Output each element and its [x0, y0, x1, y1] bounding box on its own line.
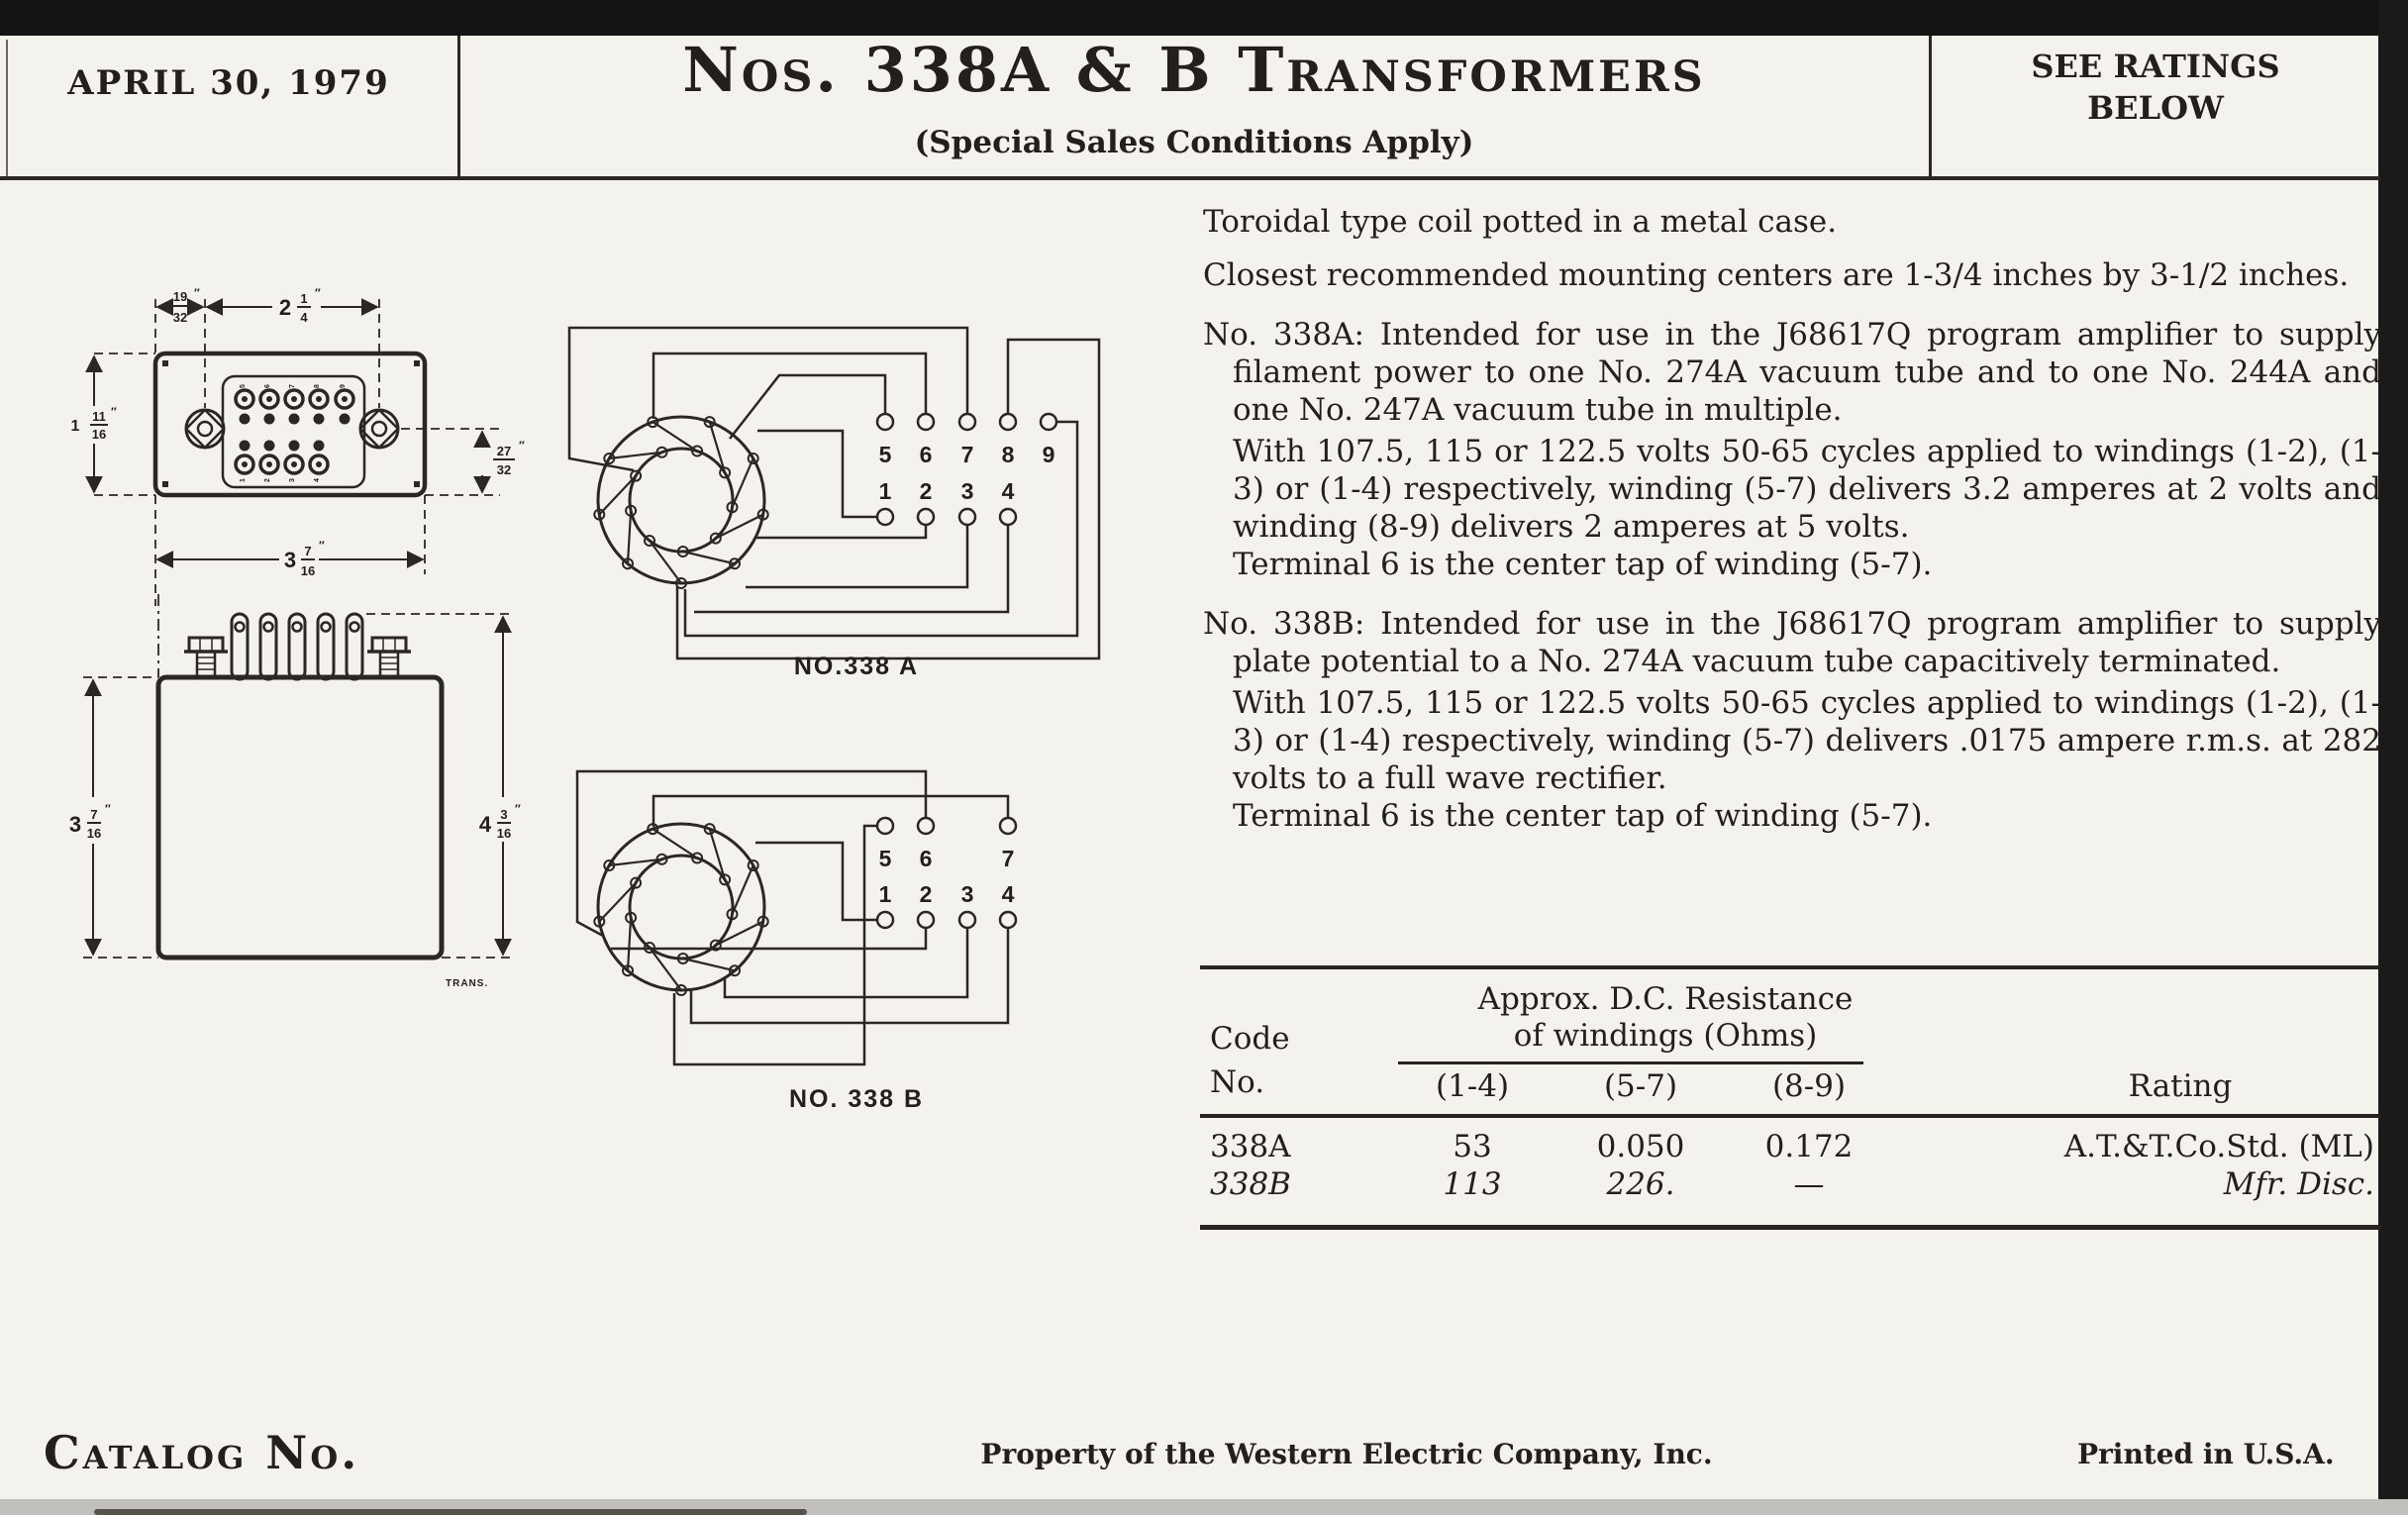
terminal-label: 3: [960, 478, 974, 504]
dim-offset-19-32: [157, 286, 203, 325]
page-subtitle: (Special Sales Conditions Apply): [914, 125, 1474, 160]
svg-text:27: 27: [496, 444, 512, 458]
svg-text:16: 16: [300, 563, 316, 578]
side-view-case: [158, 677, 442, 958]
paragraph-338a: [1203, 316, 2381, 429]
page-edge-line: [6, 40, 8, 178]
terminal-number: 5: [240, 384, 247, 388]
svg-text:32: 32: [496, 462, 512, 477]
paragraph-label: No. 338A:: [1203, 317, 1364, 353]
terminal-label: 1: [878, 881, 892, 907]
table-top-rule: [1200, 965, 2380, 969]
table-row-338b: [1200, 1166, 2380, 1202]
diagram-terminals: [877, 414, 1056, 525]
table-bottom-rule: [1200, 1225, 2380, 1230]
dim-mount-centers-2-1-4: [207, 286, 377, 325]
paragraph-text: Closest recommended mounting centers are 1-3/4 inches by 3-1/2 inches.: [1203, 257, 2350, 293]
paragraph-text: Intended for use in the J68617Q program amplifier to supply filament power to one No. 274A vacuum tube and to one No. 244A and one No. 247A vacuum tube in multiple.: [1233, 317, 2381, 428]
svg-text:″: ″: [194, 286, 200, 300]
ratings-note-line2: BELOW: [2087, 89, 2224, 127]
scan-right-band: [2378, 0, 2408, 1515]
svg-text:″: ″: [515, 802, 521, 816]
printed-in-usa: Printed in U.S.A.: [2077, 1438, 2335, 1470]
terminal-label: 5: [878, 442, 892, 467]
table-code-header: [1210, 1017, 1290, 1104]
svg-text:3: 3: [68, 812, 82, 837]
terminal-label: 7: [1001, 846, 1015, 871]
table-col-header-1-4: (1-4): [1435, 1068, 1510, 1104]
paragraph-text: With 107.5, 115 or 122.5 volts 50-65 cycles applied to windings (1-2), (1-3) or (1-4) respectively, winding (5-7) delivers .0175 ampere r.m.s. at 282 volts to a full wave rectifier.: [1233, 685, 2381, 796]
terminal-number: 8: [314, 384, 321, 388]
issue-date: APRIL 30, 1979: [67, 63, 390, 103]
terminal-label: 6: [919, 442, 933, 467]
paragraph-text: With 107.5, 115 or 122.5 volts 50-65 cycles applied to windings (1-2), (1-3) or (1-4) respectively, winding (5-7) delivers 3.2 amperes at 2 volts and winding (8-9) delivers 2 amperes at 5 volts.: [1233, 434, 2381, 545]
dim-terminal-drop-27-32: [482, 432, 525, 492]
paragraph-338b: [1203, 605, 2381, 680]
cell-code: 338B: [1210, 1166, 1291, 1202]
svg-text:1: 1: [300, 291, 308, 306]
table-col-header-5-7: (5-7): [1603, 1068, 1678, 1104]
paragraph-338a-ratings: [1233, 433, 2381, 546]
diagram-338b-label: NO. 338 B: [788, 1085, 925, 1113]
svg-text:16: 16: [86, 826, 102, 841]
table-code-header-line2: No.: [1210, 1064, 1265, 1100]
table-row-338a: [1200, 1129, 2380, 1164]
cell-resistance-8-9: —: [1793, 1166, 1825, 1202]
paragraph-mounting: [1203, 256, 2381, 294]
resistance-table: [1200, 965, 2380, 1243]
svg-text:11: 11: [92, 409, 106, 424]
svg-text:7: 7: [304, 544, 312, 558]
terminal-number: 9: [340, 384, 347, 388]
cell-rating: A.T.&T.Co.Std. (ML): [2063, 1129, 2374, 1164]
toroid-coil: [594, 417, 767, 588]
cell-resistance-1-4: 113: [1443, 1166, 1502, 1202]
transformer-side-view-drawing: [40, 594, 535, 1000]
cell-resistance-8-9: 0.172: [1764, 1129, 1854, 1164]
side-view-bolts: [184, 638, 411, 677]
paragraph-construction: [1203, 203, 2381, 241]
cell-resistance-5-7: 0.050: [1596, 1129, 1685, 1164]
svg-text:32: 32: [172, 310, 188, 325]
terminal-number: 7: [289, 384, 296, 388]
svg-text:19: 19: [172, 289, 188, 304]
terminal-label: 9: [1042, 442, 1055, 467]
cell-rating: Mfr. Disc.: [2223, 1166, 2374, 1202]
terminal-label: 2: [919, 881, 933, 907]
table-group-header-line1: Approx. D.C. Resistance: [1477, 981, 1854, 1017]
svg-text:″: ″: [111, 405, 117, 419]
ratings-note: [1931, 46, 2380, 129]
table-header-rule: [1200, 1114, 2380, 1118]
terminal-number: 1: [240, 478, 247, 482]
header-bottom-rule: [0, 176, 2380, 180]
svg-text:″: ″: [319, 539, 325, 553]
paragraph-text: Toroidal type coil potted in a metal case.: [1203, 204, 1838, 240]
table-group-underline: [1398, 1061, 1863, 1064]
diagram-terminals: [877, 818, 1016, 928]
terminal-label: 5: [878, 846, 892, 871]
terminal-label: 7: [960, 442, 974, 467]
paragraph-338a-centertap: [1233, 546, 2381, 583]
dim-case-width-3-7-16: [157, 539, 423, 578]
dim-sideview-case-3-7-16: [69, 680, 111, 955]
side-view-extension-lines: [83, 594, 513, 958]
paragraph-338b-centertap: [1233, 797, 2381, 835]
paragraph-text: Terminal 6 is the center tap of winding (5-7).: [1233, 798, 1933, 834]
svg-text:″: ″: [315, 286, 321, 300]
dim-sideview-overall-4-3-16: [479, 617, 521, 955]
svg-text:3: 3: [283, 548, 297, 572]
terminal-number: 6: [264, 384, 271, 388]
svg-text:7: 7: [90, 807, 98, 822]
paragraph-label: No. 338B:: [1203, 606, 1365, 642]
terminal-label: 6: [919, 846, 933, 871]
svg-text:3: 3: [500, 807, 508, 822]
terminal-label: 4: [1001, 478, 1015, 504]
page-title: Nos. 338A & B Transformers: [682, 34, 1706, 106]
svg-text:16: 16: [91, 427, 107, 442]
scan-top-band: [0, 0, 2408, 36]
cell-resistance-5-7: 226.: [1606, 1166, 1675, 1202]
svg-text:″: ″: [105, 802, 111, 816]
table-rating-header: Rating: [2128, 1068, 2233, 1104]
description-column: [1203, 203, 2381, 835]
dim-case-height-1-11-16: [71, 356, 117, 492]
svg-text:16: 16: [496, 826, 512, 841]
diagram-338a-label: NO.338 A: [793, 653, 920, 680]
svg-text:2: 2: [278, 295, 292, 320]
cell-code: 338A: [1210, 1129, 1291, 1164]
catalog-number-label: Catalog No.: [44, 1426, 360, 1479]
terminal-label: 1: [878, 478, 892, 504]
scan-smudge: [94, 1509, 807, 1515]
trans-note: TRANS.: [446, 978, 489, 989]
side-view-terminal-pins: [232, 614, 362, 679]
table-col-header-8-9: (8-9): [1771, 1068, 1847, 1104]
svg-text:4: 4: [478, 812, 492, 837]
terminal-number: 2: [264, 478, 271, 482]
table-group-header-line2: of windings (Ohms): [1513, 1018, 1818, 1054]
terminal-label: 4: [1001, 881, 1015, 907]
toroid-coil: [594, 824, 767, 995]
property-notice: Property of the Western Electric Company, Inc.: [980, 1438, 1713, 1470]
terminal-number: 3: [289, 478, 296, 482]
wiring-diagram-338b: [559, 738, 1139, 1119]
svg-text:″: ″: [519, 439, 525, 453]
wiring-diagram-338a: [559, 312, 1139, 686]
terminal-label: 8: [1001, 442, 1015, 467]
transformer-top-view-drawing: [59, 277, 554, 606]
paragraph-text: Intended for use in the J68617Q program amplifier to supply plate potential to a No. 274A vacuum tube capacitively terminated.: [1233, 606, 2381, 679]
cell-resistance-1-4: 53: [1453, 1129, 1492, 1164]
terminal-label: 2: [919, 478, 933, 504]
paragraph-338b-ratings: [1233, 684, 2381, 797]
paragraph-text: Terminal 6 is the center tap of winding (5-7).: [1233, 547, 1933, 582]
terminal-label: 3: [960, 881, 974, 907]
wiring-paths: [577, 771, 1008, 1064]
svg-text:4: 4: [300, 310, 308, 325]
svg-text:1: 1: [70, 418, 80, 435]
top-view-terminals: [236, 384, 353, 482]
ratings-note-line1: SEE RATINGS: [2031, 48, 2280, 85]
wiring-paths: [569, 328, 1099, 658]
terminal-number: 4: [314, 478, 321, 482]
table-code-header-line1: Code: [1210, 1021, 1290, 1057]
